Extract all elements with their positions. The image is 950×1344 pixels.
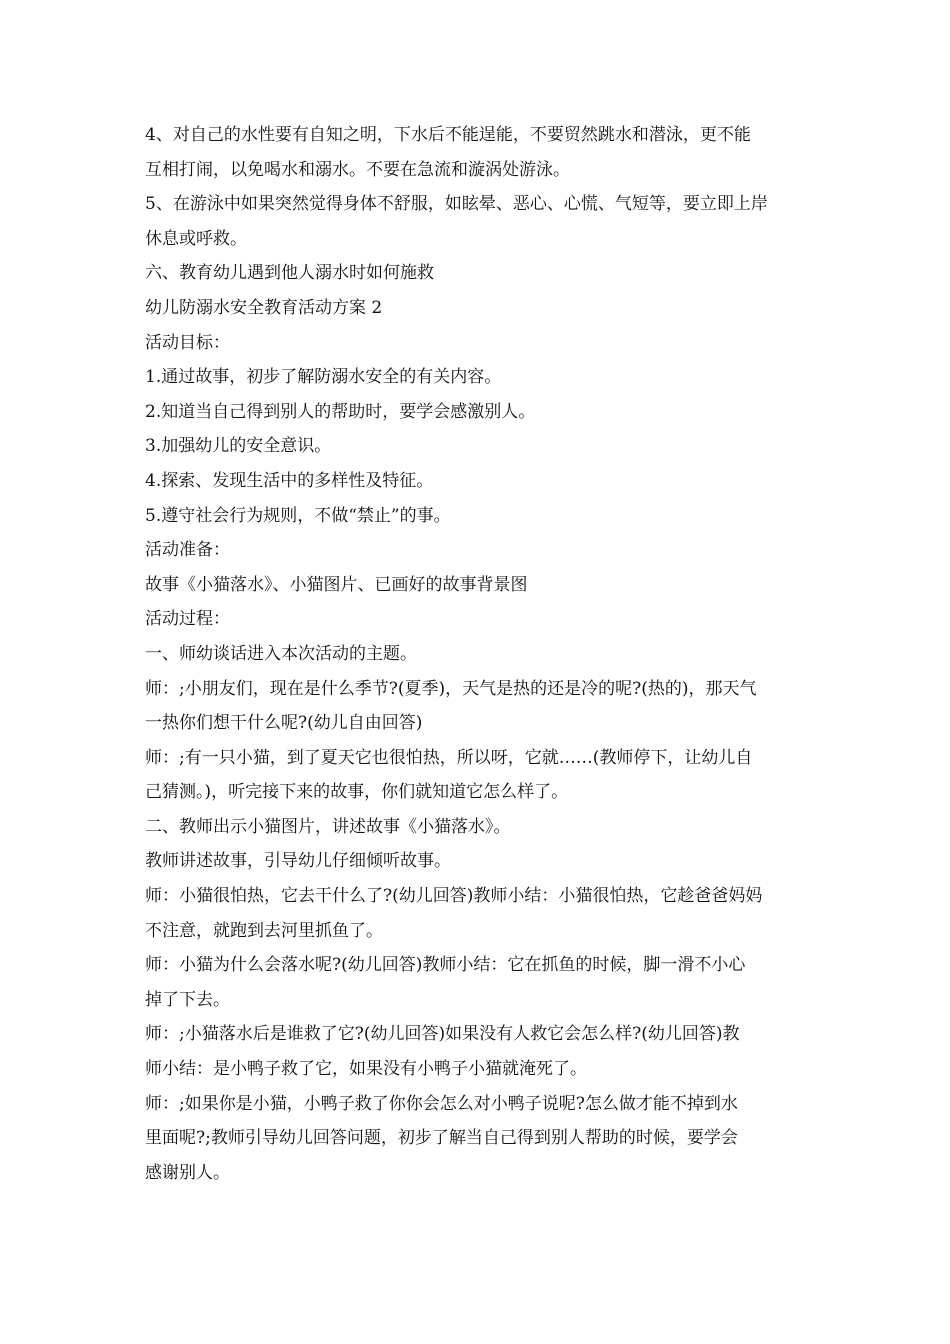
goal-item-2: 2.知道当自己得到别人的帮助时，要学会感激别人。: [145, 401, 536, 422]
text-line-17: 师：;小朋友们，现在是什么季节?(夏季)，天气是热的还是冷的呢?(热的)，那天气: [145, 678, 757, 699]
text-line-28: 师小结：是小鸭子救了它，如果没有小鸭子小猫就淹死了。: [145, 1059, 587, 1080]
text-line-24: 不注意，就跑到去河里抓鱼了。: [145, 920, 383, 941]
text-line-20: 己猜测。)，听完接下来的故事，你们就知道它怎么样了。: [145, 782, 569, 803]
text-line-26: 掉了下去。: [145, 989, 230, 1010]
process-step-2: 二、教师出示小猫图片，讲述故事《小猫落水》。: [145, 816, 511, 837]
activity-prep-text: 故事《小猫落水》、小猫图片、已画好的故事背景图: [145, 574, 528, 595]
activity-prep-heading: 活动准备：: [145, 540, 230, 561]
text-line-18: 一热你们想干什么呢?(幼儿自由回答): [145, 713, 423, 734]
text-line-22: 教师讲述故事，引导幼儿仔细倾听故事。: [145, 851, 451, 872]
text-line-19: 师：;有一只小猫，到了夏天它也很怕热，所以呀，它就……(教师停下，让幼儿自: [145, 747, 753, 768]
text-line-30: 里面呢?;教师引导幼儿回答问题，初步了解当自己得到别人帮助的时候，要学会: [145, 1128, 738, 1149]
goal-item-1: 1.通过故事，初步了解防溺水安全的有关内容。: [145, 367, 502, 388]
text-line-1: 4、对自己的水性要有自知之明，下水后不能逞能，不要贸然跳水和潜泳，更不能: [145, 125, 751, 145]
text-line-25: 师：小猫为什么会落水呢?(幼儿回答)教师小结：它在抓鱼的时候，脚一滑不小心: [145, 955, 746, 976]
plan-title-2: 幼儿防溺水安全教育活动方案 2: [145, 297, 383, 318]
goal-item-4: 4.探索、发现生活中的多样性及特征。: [145, 470, 434, 491]
section-heading-6: 六、教育幼儿遇到他人溺水时如何施救: [145, 263, 434, 284]
text-line-4: 休息或呼救。: [145, 228, 247, 249]
goal-item-3: 3.加强幼儿的安全意识。: [145, 436, 332, 457]
text-line-23: 师：小猫很怕热，它去干什么了?(幼儿回答)教师小结：小猫很怕热，它趁爸爸妈妈: [145, 886, 763, 907]
text-line-3: 5、在游泳中如果突然觉得身体不舒服，如眩晕、恶心、心慌、气短等，要立即上岸: [145, 194, 768, 215]
text-line-31: 感谢别人。: [145, 1162, 230, 1183]
activity-goals-heading: 活动目标：: [145, 332, 230, 353]
text-line-2: 互相打闹，以免喝水和溺水。不要在急流和漩涡处游泳。: [145, 159, 570, 180]
process-step-1: 一、师幼谈话进入本次活动的主题。: [145, 643, 417, 664]
text-line-29: 师：;如果你是小猫，小鸭子救了你你会怎么对小鸭子说呢?怎么做才能不掉到水: [145, 1093, 738, 1114]
goal-item-5: 5.遵守社会行为规则，不做“禁止”的事。: [145, 505, 451, 526]
text-line-27: 师：;小猫落水后是谁救了它?(幼儿回答)如果没有人救它会怎么样?(幼儿回答)教: [145, 1024, 740, 1045]
activity-process-heading: 活动过程：: [145, 609, 230, 630]
document-body: [145, 118, 810, 1190]
